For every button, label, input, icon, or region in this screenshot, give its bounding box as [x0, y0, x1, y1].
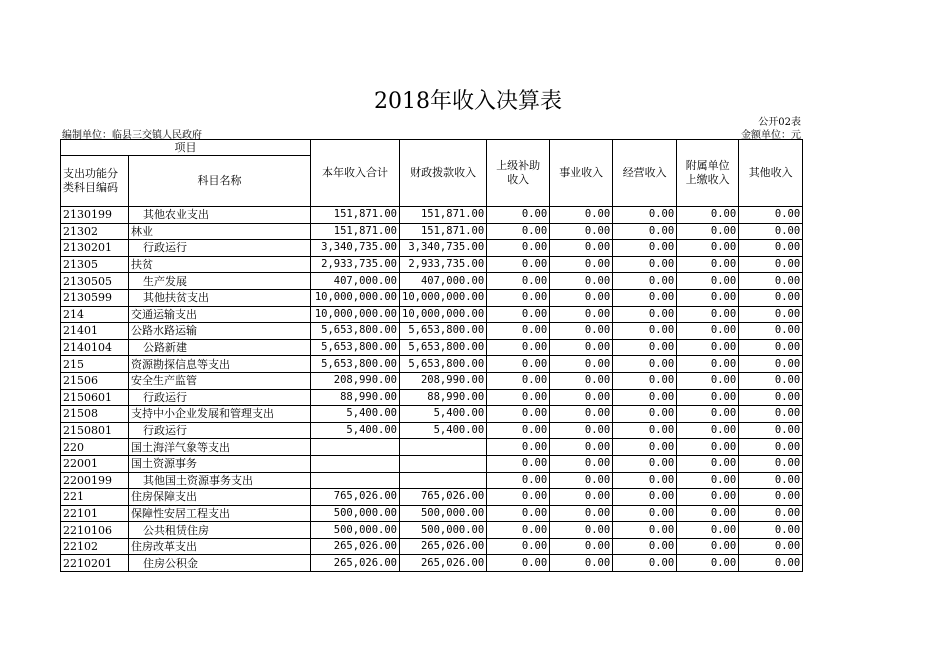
row-other: 0.00: [739, 306, 803, 323]
row-operating: 0.00: [613, 439, 677, 456]
row-business: 0.00: [550, 489, 613, 506]
row-superior: 0.00: [487, 223, 550, 240]
row-other: 0.00: [739, 372, 803, 389]
row-total: 407,000.00: [311, 273, 400, 290]
row-name: 公路水路运输: [129, 323, 311, 340]
row-operating: 0.00: [613, 422, 677, 439]
row-name: 公路新建: [129, 339, 311, 356]
header-other: 其他收入: [739, 140, 803, 207]
row-name: 行政运行: [129, 240, 311, 257]
row-affiliated: 0.00: [677, 289, 739, 306]
row-business: 0.00: [550, 505, 613, 522]
row-business: 0.00: [550, 289, 613, 306]
row-operating: 0.00: [613, 389, 677, 406]
header-name: 科目名称: [129, 156, 311, 207]
table-row: [61, 289, 803, 306]
row-fiscal: 10,000,000.00: [400, 289, 487, 306]
row-business: 0.00: [550, 339, 613, 356]
row-other: 0.00: [739, 323, 803, 340]
row-affiliated: 0.00: [677, 422, 739, 439]
row-operating: 0.00: [613, 555, 677, 572]
row-operating: 0.00: [613, 207, 677, 224]
row-affiliated: 0.00: [677, 223, 739, 240]
row-code: 21508: [61, 406, 129, 423]
row-operating: 0.00: [613, 538, 677, 555]
row-superior: 0.00: [487, 439, 550, 456]
row-fiscal: 5,653,800.00: [400, 356, 487, 373]
row-fiscal: 5,400.00: [400, 406, 487, 423]
header-superior: 上级补助收入: [487, 140, 550, 207]
row-operating: 0.00: [613, 306, 677, 323]
row-code: 221: [61, 489, 129, 506]
row-code: 214: [61, 306, 129, 323]
table-row: [61, 505, 803, 522]
row-affiliated: 0.00: [677, 240, 739, 257]
row-fiscal: 5,653,800.00: [400, 323, 487, 340]
row-other: 0.00: [739, 240, 803, 257]
row-name: 保障性安居工程支出: [129, 505, 311, 522]
row-total: 500,000.00: [311, 505, 400, 522]
row-operating: 0.00: [613, 372, 677, 389]
row-business: 0.00: [550, 240, 613, 257]
row-fiscal: [400, 439, 487, 456]
row-affiliated: 0.00: [677, 455, 739, 472]
row-fiscal: 88,990.00: [400, 389, 487, 406]
row-superior: 0.00: [487, 372, 550, 389]
row-fiscal: 265,026.00: [400, 538, 487, 555]
row-total: 10,000,000.00: [311, 289, 400, 306]
row-affiliated: 0.00: [677, 472, 739, 489]
row-name: 支持中小企业发展和管理支出: [129, 406, 311, 423]
row-name: 扶贫: [129, 256, 311, 273]
row-code: 21305: [61, 256, 129, 273]
row-total: 88,990.00: [311, 389, 400, 406]
row-other: 0.00: [739, 256, 803, 273]
row-business: 0.00: [550, 522, 613, 539]
row-total: 151,871.00: [311, 207, 400, 224]
row-operating: 0.00: [613, 406, 677, 423]
table-row: [61, 422, 803, 439]
row-affiliated: 0.00: [677, 323, 739, 340]
row-total: [311, 455, 400, 472]
row-other: 0.00: [739, 439, 803, 456]
row-total: 10,000,000.00: [311, 306, 400, 323]
row-business: 0.00: [550, 455, 613, 472]
page-title: 2018年收入决算表: [374, 89, 562, 114]
row-affiliated: 0.00: [677, 489, 739, 506]
table-row: [61, 306, 803, 323]
row-superior: 0.00: [487, 273, 550, 290]
row-affiliated: 0.00: [677, 555, 739, 572]
row-fiscal: [400, 472, 487, 489]
row-affiliated: 0.00: [677, 538, 739, 555]
row-other: 0.00: [739, 555, 803, 572]
table-row: [61, 455, 803, 472]
form-number: 公开02表: [758, 117, 801, 128]
row-total: 3,340,735.00: [311, 240, 400, 257]
row-superior: 0.00: [487, 240, 550, 257]
row-other: 0.00: [739, 505, 803, 522]
row-fiscal: 5,400.00: [400, 422, 487, 439]
row-operating: 0.00: [613, 455, 677, 472]
row-other: 0.00: [739, 522, 803, 539]
row-other: 0.00: [739, 489, 803, 506]
row-total: 208,990.00: [311, 372, 400, 389]
row-total: 500,000.00: [311, 522, 400, 539]
row-business: 0.00: [550, 472, 613, 489]
row-affiliated: 0.00: [677, 256, 739, 273]
row-other: 0.00: [739, 273, 803, 290]
row-business: 0.00: [550, 555, 613, 572]
row-operating: 0.00: [613, 273, 677, 290]
row-total: 265,026.00: [311, 538, 400, 555]
row-other: 0.00: [739, 422, 803, 439]
row-total: 2,933,735.00: [311, 256, 400, 273]
row-fiscal: 265,026.00: [400, 555, 487, 572]
row-business: 0.00: [550, 422, 613, 439]
table-row: [61, 339, 803, 356]
row-superior: 0.00: [487, 339, 550, 356]
row-code: 2210201: [61, 555, 129, 572]
header-affiliated: 附属单位上缴收入: [677, 140, 739, 207]
row-business: 0.00: [550, 439, 613, 456]
row-business: 0.00: [550, 406, 613, 423]
row-business: 0.00: [550, 256, 613, 273]
row-total: 265,026.00: [311, 555, 400, 572]
row-operating: 0.00: [613, 339, 677, 356]
row-code: 21401: [61, 323, 129, 340]
row-fiscal: 3,340,735.00: [400, 240, 487, 257]
row-business: 0.00: [550, 356, 613, 373]
row-code: 2150801: [61, 422, 129, 439]
row-name: 其他农业支出: [129, 207, 311, 224]
row-total: 5,653,800.00: [311, 339, 400, 356]
row-other: 0.00: [739, 356, 803, 373]
row-affiliated: 0.00: [677, 339, 739, 356]
row-name: 行政运行: [129, 422, 311, 439]
row-other: 0.00: [739, 389, 803, 406]
header-business: 事业收入: [550, 140, 613, 207]
row-fiscal: 208,990.00: [400, 372, 487, 389]
row-business: 0.00: [550, 538, 613, 555]
row-business: 0.00: [550, 323, 613, 340]
row-code: 220: [61, 439, 129, 456]
row-business: 0.00: [550, 306, 613, 323]
row-operating: 0.00: [613, 223, 677, 240]
row-operating: 0.00: [613, 489, 677, 506]
row-operating: 0.00: [613, 289, 677, 306]
row-name: 交通运输支出: [129, 306, 311, 323]
row-name: 资源勘探信息等支出: [129, 356, 311, 373]
row-code: 22101: [61, 505, 129, 522]
row-superior: 0.00: [487, 422, 550, 439]
row-code: 22102: [61, 538, 129, 555]
row-other: 0.00: [739, 207, 803, 224]
row-total: [311, 472, 400, 489]
row-code: 2130599: [61, 289, 129, 306]
row-other: 0.00: [739, 455, 803, 472]
row-affiliated: 0.00: [677, 207, 739, 224]
row-total: 5,653,800.00: [311, 356, 400, 373]
row-name: 其他扶贫支出: [129, 289, 311, 306]
row-name: 住房改革支出: [129, 538, 311, 555]
row-name: 其他国土资源事务支出: [129, 472, 311, 489]
table-row: [61, 472, 803, 489]
row-code: 2150601: [61, 389, 129, 406]
row-total: 5,400.00: [311, 406, 400, 423]
revenue-table: [60, 139, 803, 572]
row-code: 215: [61, 356, 129, 373]
row-total: 765,026.00: [311, 489, 400, 506]
row-other: 0.00: [739, 339, 803, 356]
table-row: [61, 522, 803, 539]
row-total: [311, 439, 400, 456]
table-row: [61, 538, 803, 555]
row-affiliated: 0.00: [677, 522, 739, 539]
row-name: 生产发展: [129, 273, 311, 290]
row-name: 国土海洋气象等支出: [129, 439, 311, 456]
row-operating: 0.00: [613, 522, 677, 539]
row-operating: 0.00: [613, 240, 677, 257]
row-operating: 0.00: [613, 505, 677, 522]
row-superior: 0.00: [487, 555, 550, 572]
row-affiliated: 0.00: [677, 306, 739, 323]
header-fiscal: 财政拨款收入: [400, 140, 487, 207]
row-superior: 0.00: [487, 207, 550, 224]
row-code: 2210106: [61, 522, 129, 539]
table-row: [61, 240, 803, 257]
row-code: 2130201: [61, 240, 129, 257]
header-code: 支出功能分类科目编码: [61, 156, 129, 207]
row-other: 0.00: [739, 223, 803, 240]
row-code: 2200199: [61, 472, 129, 489]
row-superior: 0.00: [487, 455, 550, 472]
row-affiliated: 0.00: [677, 389, 739, 406]
row-code: 2140104: [61, 339, 129, 356]
table-row: [61, 223, 803, 240]
row-operating: 0.00: [613, 356, 677, 373]
row-name: 公共租赁住房: [129, 522, 311, 539]
row-superior: 0.00: [487, 472, 550, 489]
row-superior: 0.00: [487, 389, 550, 406]
table-row: [61, 439, 803, 456]
row-other: 0.00: [739, 538, 803, 555]
row-superior: 0.00: [487, 406, 550, 423]
row-business: 0.00: [550, 389, 613, 406]
row-code: 2130505: [61, 273, 129, 290]
table-row: [61, 555, 803, 572]
row-superior: 0.00: [487, 306, 550, 323]
row-fiscal: [400, 455, 487, 472]
row-operating: 0.00: [613, 472, 677, 489]
row-name: 住房公积金: [129, 555, 311, 572]
row-name: 行政运行: [129, 389, 311, 406]
row-code: 21302: [61, 223, 129, 240]
table-row: [61, 356, 803, 373]
row-superior: 0.00: [487, 522, 550, 539]
table-row: [61, 372, 803, 389]
header-total: 本年收入合计: [311, 140, 400, 207]
row-business: 0.00: [550, 223, 613, 240]
row-superior: 0.00: [487, 256, 550, 273]
row-name: 国土资源事务: [129, 455, 311, 472]
row-fiscal: 2,933,735.00: [400, 256, 487, 273]
row-superior: 0.00: [487, 356, 550, 373]
table-row: [61, 207, 803, 224]
row-fiscal: 500,000.00: [400, 505, 487, 522]
row-fiscal: 10,000,000.00: [400, 306, 487, 323]
row-superior: 0.00: [487, 289, 550, 306]
header-operating: 经营收入: [613, 140, 677, 207]
header-project: 项目: [61, 140, 311, 156]
row-other: 0.00: [739, 472, 803, 489]
row-name: 住房保障支出: [129, 489, 311, 506]
row-fiscal: 407,000.00: [400, 273, 487, 290]
row-total: 5,400.00: [311, 422, 400, 439]
row-name: 林业: [129, 223, 311, 240]
row-affiliated: 0.00: [677, 406, 739, 423]
row-superior: 0.00: [487, 323, 550, 340]
row-total: 5,653,800.00: [311, 323, 400, 340]
row-other: 0.00: [739, 406, 803, 423]
row-affiliated: 0.00: [677, 372, 739, 389]
table-row: [61, 406, 803, 423]
row-other: 0.00: [739, 289, 803, 306]
table-row: [61, 256, 803, 273]
row-code: 2130199: [61, 207, 129, 224]
row-superior: 0.00: [487, 505, 550, 522]
row-superior: 0.00: [487, 489, 550, 506]
amount-unit: 金额单位：元: [741, 130, 801, 141]
row-operating: 0.00: [613, 323, 677, 340]
table-row: [61, 323, 803, 340]
row-total: 151,871.00: [311, 223, 400, 240]
row-business: 0.00: [550, 372, 613, 389]
row-fiscal: 5,653,800.00: [400, 339, 487, 356]
row-business: 0.00: [550, 207, 613, 224]
row-name: 安全生产监管: [129, 372, 311, 389]
row-fiscal: 151,871.00: [400, 207, 487, 224]
row-affiliated: 0.00: [677, 356, 739, 373]
row-affiliated: 0.00: [677, 439, 739, 456]
row-superior: 0.00: [487, 538, 550, 555]
row-fiscal: 500,000.00: [400, 522, 487, 539]
row-affiliated: 0.00: [677, 505, 739, 522]
row-affiliated: 0.00: [677, 273, 739, 290]
row-business: 0.00: [550, 273, 613, 290]
compiler-unit: 编制单位：临县三交镇人民政府: [62, 130, 202, 141]
row-fiscal: 765,026.00: [400, 489, 487, 506]
row-fiscal: 151,871.00: [400, 223, 487, 240]
table-row: [61, 389, 803, 406]
row-operating: 0.00: [613, 256, 677, 273]
row-code: 21506: [61, 372, 129, 389]
table-row: [61, 273, 803, 290]
table-row: [61, 489, 803, 506]
row-code: 22001: [61, 455, 129, 472]
